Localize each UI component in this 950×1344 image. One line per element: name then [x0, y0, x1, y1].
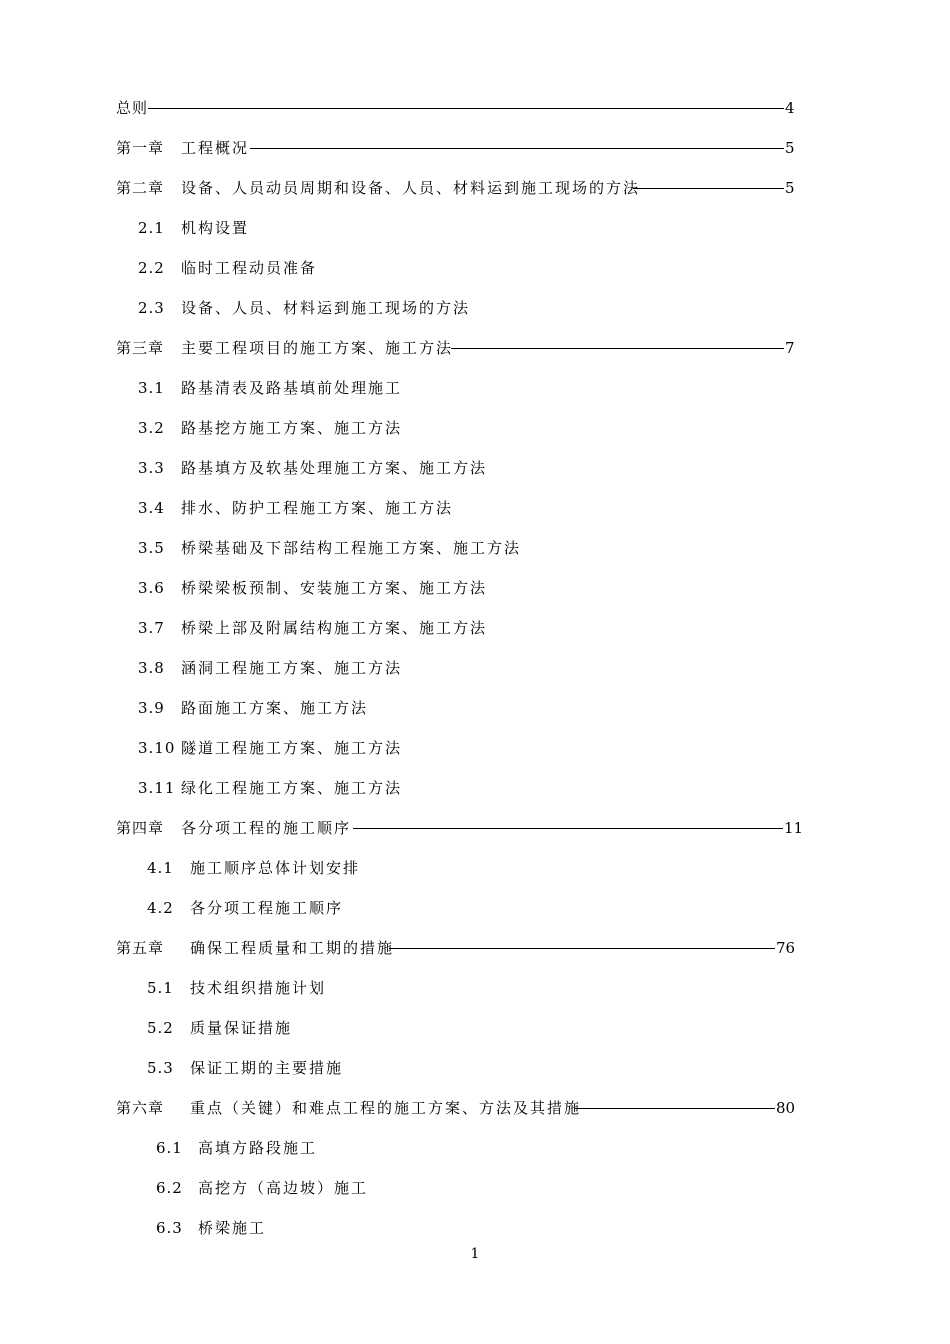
toc-entry — [0, 136, 950, 160]
toc-entry-title: 保证工期的主要措施 — [190, 1059, 344, 1077]
toc-entry-number: 2.1 — [138, 219, 165, 237]
toc-entry — [0, 376, 950, 400]
toc-entry-number: 6.1 — [156, 1139, 183, 1157]
toc-entry-title: 重点（关键）和难点工程的施工方案、方法及其措施 — [190, 1099, 582, 1117]
toc-entry-title: 施工顺序总体计划安排 — [190, 859, 361, 877]
toc-entry-title: 隧道工程施工方案、施工方法 — [181, 739, 403, 757]
toc-entry — [0, 96, 950, 120]
toc-entry-number: 第三章 — [116, 339, 165, 357]
toc-entry-title: 各分项工程施工顺序 — [190, 899, 344, 917]
toc-entry-number: 4.1 — [147, 859, 174, 877]
toc-entry-page: 80 — [776, 1099, 796, 1117]
toc-entry-page: 76 — [776, 939, 796, 957]
toc-entry — [0, 176, 950, 200]
toc-entry-title: 设备、人员、材料运到施工现场的方法 — [181, 299, 471, 317]
toc-entry — [0, 216, 950, 240]
toc-entry — [0, 1056, 950, 1080]
toc-entry — [0, 656, 950, 680]
toc-entry-title: 排水、防护工程施工方案、施工方法 — [181, 499, 454, 517]
toc-entry-number: 3.7 — [138, 619, 165, 637]
toc-entry-title: 高填方路段施工 — [198, 1139, 318, 1157]
toc-entry-title: 涵洞工程施工方案、施工方法 — [181, 659, 403, 677]
toc-entry-number: 3.10 — [138, 739, 176, 757]
toc-entry-title: 设备、人员动员周期和设备、人员、材料运到施工现场的方法 — [181, 179, 641, 197]
toc-entry-number: 3.1 — [138, 379, 165, 397]
toc-entry-number: 总则 — [116, 99, 149, 117]
toc-leader-line — [250, 136, 784, 160]
toc-entry-number: 3.4 — [138, 499, 165, 517]
toc-entry — [0, 1216, 950, 1240]
toc-entry-title: 路面施工方案、施工方法 — [181, 699, 369, 717]
toc-entry-title: 桥梁上部及附属结构施工方案、施工方法 — [181, 619, 488, 637]
toc-entry-number: 3.2 — [138, 419, 165, 437]
toc-entry — [0, 1096, 950, 1120]
toc-entry — [0, 616, 950, 640]
toc-entry-title: 桥梁梁板预制、安装施工方案、施工方法 — [181, 579, 488, 597]
toc-entry-number: 5.2 — [147, 1019, 174, 1037]
toc-entry-number: 6.3 — [156, 1219, 183, 1237]
toc-entry-page: 4 — [785, 99, 795, 117]
toc-entry-title: 路基填方及软基处理施工方案、施工方法 — [181, 459, 488, 477]
toc-entry-number: 3.5 — [138, 539, 165, 557]
toc-entry — [0, 736, 950, 760]
toc-entry-number: 第二章 — [116, 179, 165, 197]
toc-entry — [0, 776, 950, 800]
toc-entry — [0, 576, 950, 600]
toc-entry — [0, 976, 950, 1000]
toc-entry-title: 各分项工程的施工顺序 — [181, 819, 352, 837]
toc-entry-title: 技术组织措施计划 — [190, 979, 327, 997]
toc-entry-number: 3.6 — [138, 579, 165, 597]
toc-entry-number: 6.2 — [156, 1179, 183, 1197]
toc-entry-number: 4.2 — [147, 899, 174, 917]
toc-entry — [0, 1176, 950, 1200]
toc-entry — [0, 256, 950, 280]
toc-entry-number: 第一章 — [116, 139, 165, 157]
toc-entry-number: 3.8 — [138, 659, 165, 677]
toc-entry-page: 7 — [785, 339, 795, 357]
toc-entry — [0, 1136, 950, 1160]
toc-entry-number: 3.3 — [138, 459, 165, 477]
toc-entry-title: 主要工程项目的施工方案、施工方法 — [181, 339, 454, 357]
toc-entry — [0, 936, 950, 960]
toc-entry-number: 3.11 — [138, 779, 176, 797]
toc-entry-title: 质量保证措施 — [190, 1019, 293, 1037]
toc-entry — [0, 856, 950, 880]
toc-entry-number: 2.2 — [138, 259, 165, 277]
toc-entry-title: 临时工程动员准备 — [181, 259, 318, 277]
toc-entry — [0, 1016, 950, 1040]
toc-leader-line — [389, 936, 775, 960]
toc-entry-number: 5.3 — [147, 1059, 174, 1077]
toc-entry — [0, 896, 950, 920]
toc-leader-line — [633, 176, 784, 200]
toc-entry-title: 桥梁施工 — [198, 1219, 267, 1237]
toc-entry-page: 11 — [784, 819, 804, 837]
toc-entry — [0, 536, 950, 560]
toc-entry-page: 5 — [785, 179, 795, 197]
toc-entry — [0, 816, 950, 840]
toc-leader-line — [451, 336, 784, 360]
toc-leader-line — [353, 816, 783, 840]
toc-entry-number: 第六章 — [116, 1099, 165, 1117]
toc-entry-title: 高挖方（高边坡）施工 — [198, 1179, 369, 1197]
toc-entry — [0, 296, 950, 320]
toc-entry-number: 2.3 — [138, 299, 165, 317]
toc-entry — [0, 336, 950, 360]
toc-entry — [0, 456, 950, 480]
toc-entry-title: 确保工程质量和工期的措施 — [190, 939, 395, 957]
toc-entry-title: 绿化工程施工方案、施工方法 — [181, 779, 403, 797]
toc-entry-title: 路基清表及路基填前处理施工 — [181, 379, 403, 397]
toc-entry-title: 桥梁基础及下部结构工程施工方案、施工方法 — [181, 539, 522, 557]
toc-entry-title: 工程概况 — [181, 139, 250, 157]
toc-entry-page: 5 — [785, 139, 795, 157]
toc-entry-number: 3.9 — [138, 699, 165, 717]
toc-entry — [0, 416, 950, 440]
toc-entry-title: 机构设置 — [181, 219, 250, 237]
toc-entry-number: 第四章 — [116, 819, 165, 837]
toc-leader-line — [575, 1096, 775, 1120]
footer-page-number: 1 — [470, 1246, 480, 1262]
toc-entry-number: 第五章 — [116, 939, 165, 957]
toc-entry-number: 5.1 — [147, 979, 174, 997]
toc-entry-title: 路基挖方施工方案、施工方法 — [181, 419, 403, 437]
toc-leader-line — [148, 96, 784, 120]
toc-entry — [0, 696, 950, 720]
toc-entry — [0, 496, 950, 520]
